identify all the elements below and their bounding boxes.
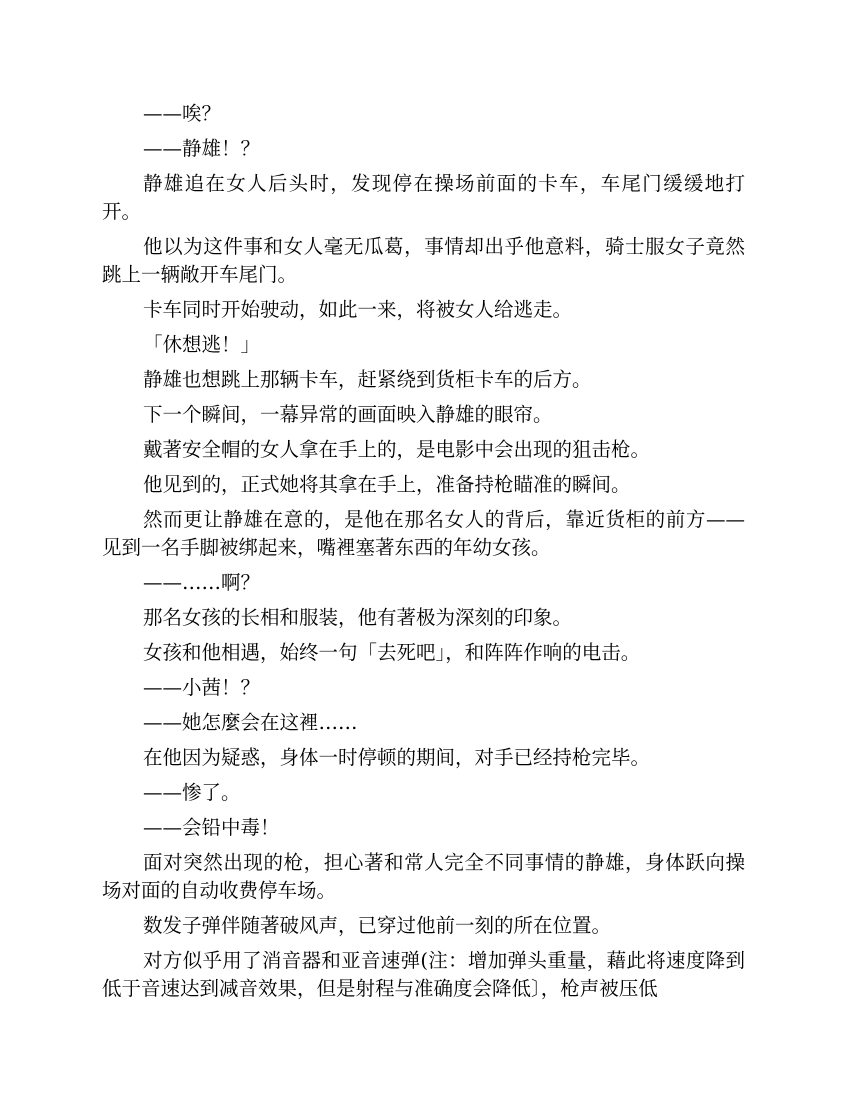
paragraph: 他见到的，正式她将其拿在手上，准备持枪瞄准的瞬间。 [143, 473, 631, 496]
paragraph: 戴著安全帽的女人拿在手上的，是电影中会出现的狙击枪。 [143, 438, 651, 461]
novel-text-body [102, 100, 745, 1010]
paragraph: 静雄追在女人后头时，发现停在操场前面的卡车，车尾门缓缓地打开。 [102, 172, 745, 223]
paragraph: ——小茜！？ [143, 676, 261, 699]
paragraph: 对方似乎用了消音器和亚音速弹(注：增加弹头重量，藉此将速度降到低于音速达到减音效果，但是射程与准确度会降低〕，枪声被压低 [102, 949, 745, 1000]
paragraph: 数发子弹伴随著破风声，已穿过他前一刻的所在位置。 [143, 914, 612, 937]
paragraph: 女孩和他相遇，始终一句「去死吧」，和阵阵作响的电击。 [143, 641, 641, 664]
paragraph: 「休想逃！」 [143, 333, 261, 356]
paragraph: 那名女孩的长相和服装，他有著极为深刻的印象。 [143, 606, 573, 629]
paragraph: 下一个瞬间，一幕异常的画面映入静雄的眼帘。 [143, 403, 553, 426]
paragraph: 他以为这件事和女人毫无瓜葛，事情却出乎他意料，骑士服女子竟然跳上一辆敞开车尾门。 [102, 235, 745, 286]
paragraph: 面对突然出现的枪，担心著和常人完全不同事情的静雄，身体跃向操场对面的自动收费停车场。 [102, 851, 745, 902]
paragraph: ——惨了。 [143, 781, 241, 804]
paragraph: 然而更让静雄在意的，是他在那名女人的背后，靠近货柜的前方——见到一名手脚被绑起来，嘴裡塞著东西的年幼女孩。 [102, 508, 745, 559]
paragraph: ——……啊？ [143, 571, 261, 594]
paragraph: 卡车同时开始驶动，如此一来，将被女人给逃走。 [143, 298, 573, 321]
paragraph: ——她怎麼会在这裡…… [143, 711, 358, 734]
paragraph: ——唉？ [143, 102, 222, 125]
paragraph: ——静雄！？ [143, 137, 261, 160]
paragraph: ——会铅中毒！ [143, 816, 280, 839]
paragraph: 在他因为疑惑，身体一时停顿的期间，对手已经持枪完毕。 [143, 746, 651, 769]
paragraph: 静雄也想跳上那辆卡车，赶紧绕到货柜卡车的后方。 [143, 368, 592, 391]
